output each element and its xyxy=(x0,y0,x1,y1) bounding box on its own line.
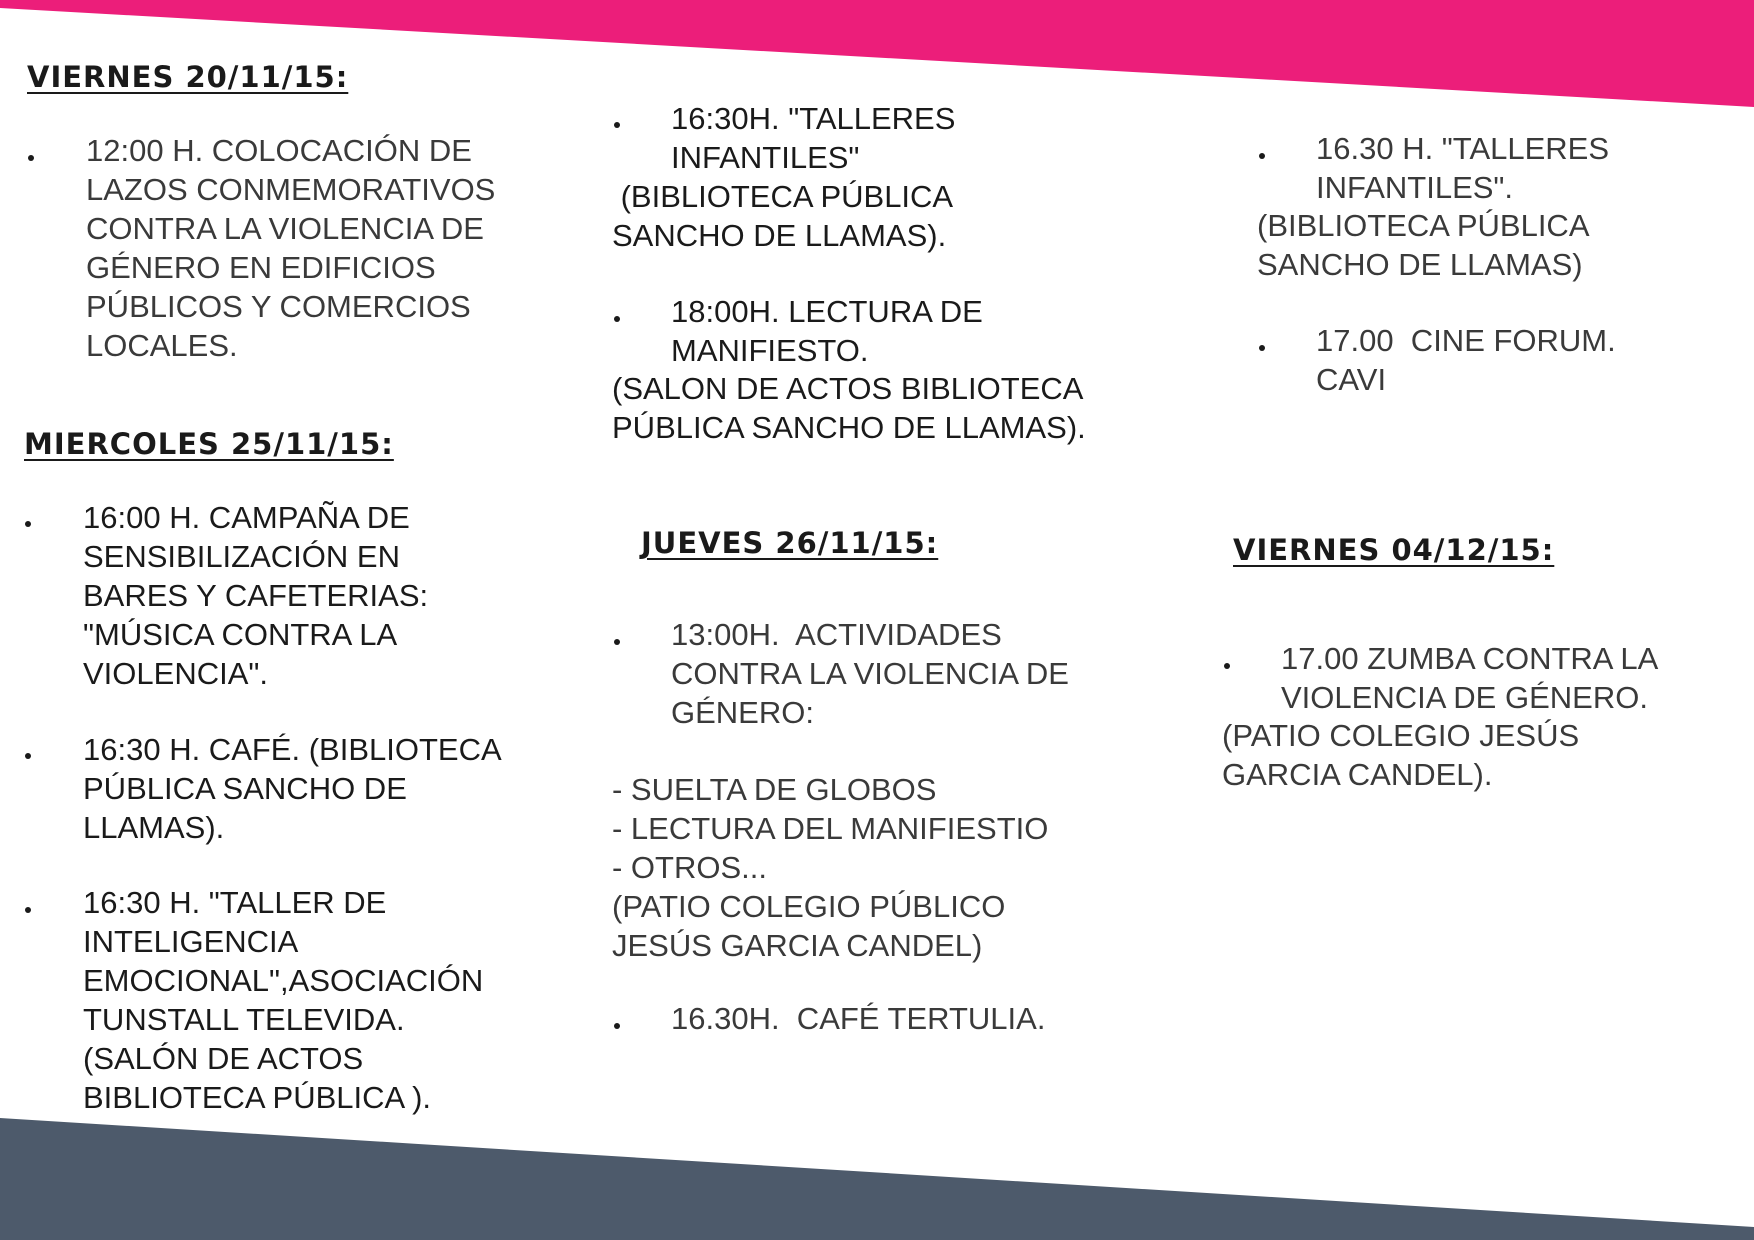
item-line: (PATIO COLEGIO JESÚS xyxy=(1222,718,1580,753)
item-line: LOCALES. xyxy=(86,328,238,363)
item-line: 17.00 CINE FORUM. xyxy=(1316,323,1616,358)
item-line: LAZOS CONMEMORATIVOS xyxy=(86,172,496,207)
list-item-zumba xyxy=(1281,639,1658,717)
item-line: PÚBLICA SANCHO DE LLAMAS). xyxy=(612,410,1086,445)
item-line: JESÚS GARCIA CANDEL) xyxy=(612,928,983,963)
item-line: INFANTILES" xyxy=(671,140,860,175)
item-line: GARCIA CANDEL). xyxy=(1222,757,1493,792)
bullet xyxy=(614,122,620,128)
item-line: 16.30H. CAFÉ TERTULIA. xyxy=(671,1001,1046,1036)
item-line: - SUELTA DE GLOBOS xyxy=(612,772,937,807)
item-line: 18:00H. LECTURA DE xyxy=(671,294,983,329)
item-line: (BIBLIOTECA PÚBLICA xyxy=(1257,208,1590,243)
list-item-talleres-infantiles xyxy=(671,99,955,177)
item-line: VIOLENCIA". xyxy=(83,656,269,691)
location-biblioteca-2 xyxy=(1257,206,1590,284)
item-line: MANIFIESTO. xyxy=(671,333,869,368)
item-line: VIOLENCIA DE GÉNERO. xyxy=(1281,680,1648,715)
bullet xyxy=(1259,345,1265,351)
item-line: 16:30H. "TALLERES xyxy=(671,101,956,136)
item-line: INFANTILES". xyxy=(1316,170,1514,205)
bullet xyxy=(1259,153,1265,159)
list-item-campana-sensibilizacion xyxy=(83,498,428,693)
item-line: PÚBLICA SANCHO DE xyxy=(83,771,407,806)
location-biblioteca xyxy=(612,177,953,255)
bottom-slate-band xyxy=(0,1118,1754,1240)
item-line: LLAMAS). xyxy=(83,810,225,845)
item-line: SANCHO DE LLAMAS). xyxy=(612,218,947,253)
location-salon-actos xyxy=(612,369,1086,447)
item-line: (SALÓN DE ACTOS xyxy=(83,1041,364,1076)
actividades-details xyxy=(612,770,1048,965)
item-line: 16:00 H. CAMPAÑA DE xyxy=(83,500,410,535)
heading-jueves-26: JUEVES 26/11/15: xyxy=(641,526,939,560)
item-line: TUNSTALL TELEVIDA. xyxy=(83,1002,405,1037)
item-line: BIBLIOTECA PÚBLICA ). xyxy=(83,1080,432,1115)
item-line: - OTROS... xyxy=(612,850,767,885)
item-line: (PATIO COLEGIO PÚBLICO xyxy=(612,889,1006,924)
heading-miercoles-25: MIERCOLES 25/11/15: xyxy=(24,427,394,461)
bullet xyxy=(1224,663,1230,669)
item-line: 17.00 ZUMBA CONTRA LA xyxy=(1281,641,1659,676)
item-line: GÉNERO: xyxy=(671,695,814,730)
list-item-talleres-infantiles-2 xyxy=(1316,129,1609,207)
item-line: 12:00 H. COLOCACIÓN DE xyxy=(86,133,472,168)
item-line: CONTRA LA VIOLENCIA DE xyxy=(86,211,484,246)
bullet xyxy=(614,316,620,322)
item-line: SANCHO DE LLAMAS) xyxy=(1257,247,1583,282)
item-line: 16:30 H. "TALLER DE xyxy=(83,885,387,920)
bullet xyxy=(614,1023,620,1029)
list-item-colocacion-lazos xyxy=(86,131,495,365)
bullet xyxy=(25,753,31,759)
bullet xyxy=(614,639,620,645)
item-line: "MÚSICA CONTRA LA xyxy=(83,617,398,652)
list-item-cine-forum xyxy=(1316,321,1616,399)
heading-viernes-04: VIERNES 04/12/15: xyxy=(1233,533,1555,567)
item-line: CAVI xyxy=(1316,362,1387,397)
bullet xyxy=(25,521,31,527)
item-line: EMOCIONAL",ASOCIACIÓN xyxy=(83,963,484,998)
item-line: 16.30 H. "TALLERES xyxy=(1316,131,1610,166)
list-item-lectura-manifiesto xyxy=(671,292,983,370)
item-line: 13:00H. ACTIVIDADES xyxy=(671,617,1002,652)
list-item-cafe-biblioteca xyxy=(83,730,502,847)
item-line: INTELIGENCIA xyxy=(83,924,299,959)
location-patio-colegio xyxy=(1222,716,1579,794)
item-line: (SALON DE ACTOS BIBLIOTECA xyxy=(612,371,1084,406)
item-line: CONTRA LA VIOLENCIA DE xyxy=(671,656,1069,691)
item-line: SENSIBILIZACIÓN EN xyxy=(83,539,400,574)
item-line: PÚBLICOS Y COMERCIOS xyxy=(86,289,471,324)
item-line: - LECTURA DEL MANIFIESTIO xyxy=(612,811,1049,846)
bullet xyxy=(28,155,34,161)
list-item-taller-inteligencia xyxy=(83,883,483,1117)
list-item-cafe-tertulia xyxy=(671,999,1045,1038)
item-line: GÉNERO EN EDIFICIOS xyxy=(86,250,436,285)
heading-viernes-20: VIERNES 20/11/15: xyxy=(27,60,349,94)
item-line: (BIBLIOTECA PÚBLICA xyxy=(612,179,954,214)
list-item-actividades xyxy=(671,615,1069,732)
bullet xyxy=(25,907,31,913)
item-line: 16:30 H. CAFÉ. (BIBLIOTECA xyxy=(83,732,502,767)
item-line: BARES Y CAFETERIAS: xyxy=(83,578,429,613)
